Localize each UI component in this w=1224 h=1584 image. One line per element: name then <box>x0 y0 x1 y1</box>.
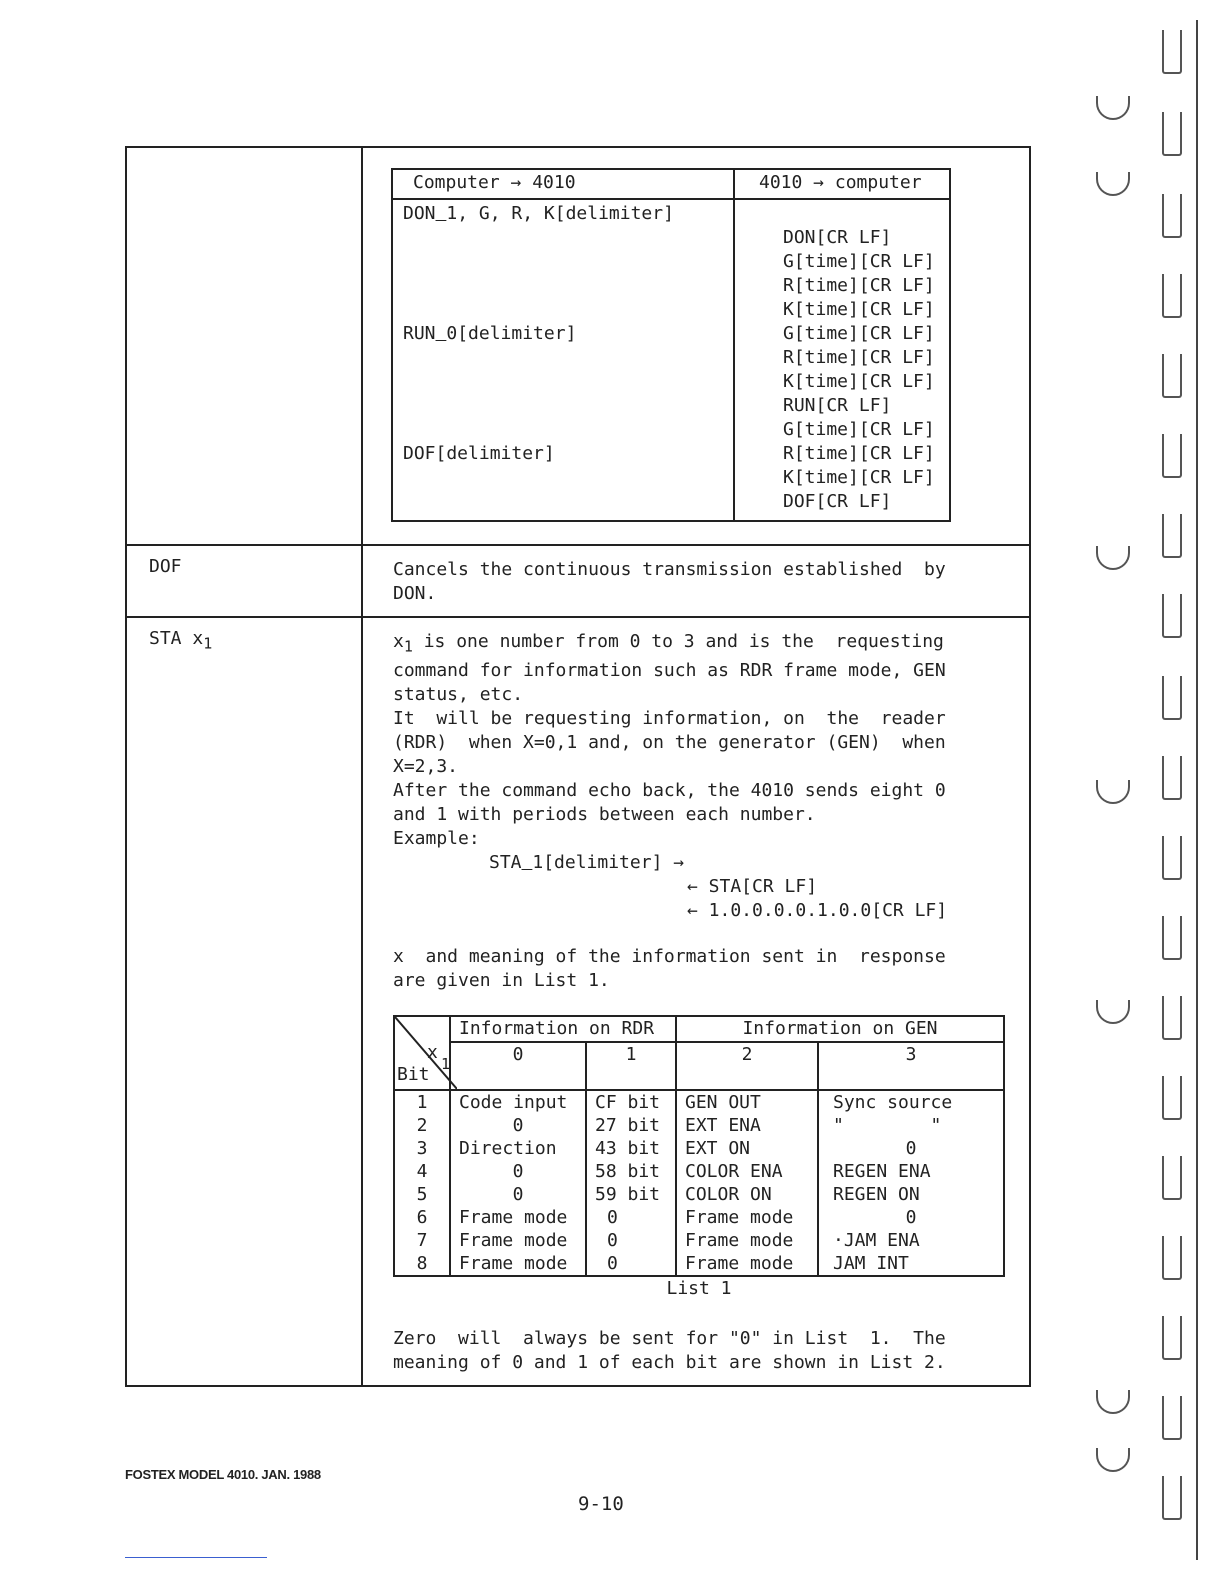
list1-cell-c3: JAM INT <box>818 1252 1004 1276</box>
list1-cell-c1: 27 bit <box>586 1114 676 1137</box>
list1-cell-bit: 4 <box>394 1160 450 1183</box>
corner-x: x <box>427 1041 438 1063</box>
col-head-1: 1 <box>586 1042 676 1090</box>
comm-right-line: G[time][CR LF] <box>783 251 935 272</box>
group-gen: Information on GEN <box>676 1016 1004 1042</box>
comm-right-line: DON[CR LF] <box>783 227 892 248</box>
example-command <box>393 851 1005 875</box>
list1-cell-c0: Frame mode <box>450 1229 586 1252</box>
list1-cell-bit: 5 <box>394 1183 450 1206</box>
command-table <box>125 146 1031 1387</box>
footer-model: FOSTEX MODEL 4010. JAN. 1988 <box>125 1467 321 1482</box>
var-x-sub: 1 <box>403 637 413 656</box>
list1-cell-c1: 0 <box>586 1229 676 1252</box>
binder-hole <box>1162 1476 1182 1520</box>
example-response-2: ← 1.0.0.0.0.1.0.0[CR LF] <box>687 899 948 921</box>
table-row-sta <box>126 617 1030 1386</box>
list1-cell-c1: 0 <box>586 1252 676 1276</box>
description-cell-sta <box>362 617 1030 1386</box>
comm-right-line <box>783 202 949 226</box>
binder-hole <box>1162 1396 1182 1440</box>
list1-cell-c1: CF bit <box>586 1090 676 1114</box>
command-sta-sub: 1 <box>203 634 213 653</box>
list1-cell-c2: Frame mode <box>676 1229 818 1252</box>
example-cmd-pre: STA <box>489 851 522 873</box>
list1-cell-c2: EXT ON <box>676 1137 818 1160</box>
comm-left-line <box>403 394 733 418</box>
closing-line1: Zero will always be sent for "0" in List 1. The <box>393 1327 946 1349</box>
sta-p2-line3: X=2,3. <box>393 755 459 777</box>
dof-desc-line1: Cancels the continuous transmission established by <box>393 559 946 580</box>
comm-left-line: DON 1, G, R, K[delimiter] <box>403 203 674 224</box>
binder-hole <box>1162 836 1182 880</box>
comm-left-line: RUN 0[delimiter] <box>403 323 577 344</box>
list1-body <box>394 1090 1004 1276</box>
description-cell-don <box>362 147 1030 545</box>
list1-cell-c0: 0 <box>450 1160 586 1183</box>
binder-hole <box>1162 194 1182 238</box>
comm-left-line <box>403 250 733 274</box>
col-head-3: 3 <box>818 1042 1004 1090</box>
list1-cell-bit: 7 <box>394 1229 450 1252</box>
comm-right-line: R[time][CR LF] <box>783 275 935 296</box>
comm-right-line: G[time][CR LF] <box>783 419 935 440</box>
sta-p4-line1: x and meaning of the information sent in response <box>393 945 946 967</box>
binder-hole <box>1162 1236 1182 1280</box>
binder-hole <box>1162 996 1182 1040</box>
table-row <box>394 1252 1004 1276</box>
example-cmd-post: 1[delimiter] → <box>532 851 685 873</box>
list1-table <box>393 1015 1005 1277</box>
comm-right-line: RUN[CR LF] <box>783 395 892 416</box>
list1-cell-c1: 59 bit <box>586 1183 676 1206</box>
binder-hole <box>1162 1156 1182 1200</box>
sta-p1-line2: command for information such as RDR frame mode, GEN <box>393 659 946 681</box>
comm-left-column <box>392 199 734 521</box>
comm-right-line: G[time][CR LF] <box>783 323 935 344</box>
group-rdr: Information on RDR <box>450 1016 676 1042</box>
command-dof: DOF <box>126 545 362 617</box>
list1-cell-bit: 1 <box>394 1090 450 1114</box>
sta-p1-line3: status, etc. <box>393 683 524 705</box>
sta-p2-line1: It will be requesting information, on the reader <box>393 707 946 729</box>
sta-p1-text: is one number from 0 to 3 and is the requesting <box>412 631 944 652</box>
list1-cell-bit: 8 <box>394 1252 450 1276</box>
comm-right-line: R[time][CR LF] <box>783 347 935 368</box>
corner-x-sub: 1 <box>441 1054 451 1073</box>
list1-cell-c2: GEN OUT <box>676 1090 818 1114</box>
footer-rule <box>125 1557 267 1558</box>
binder-hole <box>1162 1076 1182 1120</box>
list1-cell-c2: EXT ENA <box>676 1114 818 1137</box>
list1-cell-bit: 6 <box>394 1206 450 1229</box>
table-row-don <box>126 147 1030 545</box>
list1-cell-c3: REGEN ENA <box>818 1160 1004 1183</box>
binder-hole <box>1162 916 1182 960</box>
example-response-1: ← STA[CR LF] <box>687 875 818 897</box>
binder-hole <box>1162 274 1182 318</box>
list1-cell-c1: 43 bit <box>586 1137 676 1160</box>
list1-cell-c1: 0 <box>586 1206 676 1229</box>
var-x: x <box>393 631 404 652</box>
list1-cell-bit: 3 <box>394 1137 450 1160</box>
list1-cell-c0: Frame mode <box>450 1206 586 1229</box>
list1-cell-c3: " " <box>818 1114 1004 1137</box>
command-cell-empty <box>126 147 362 545</box>
sta-p2-line2: (RDR) when X=0,1 and, on the generator (GEN) when <box>393 731 946 753</box>
list1-cell-c3: ·JAM ENA <box>818 1229 1004 1252</box>
table-row <box>394 1229 1004 1252</box>
list1-cell-c3: REGEN ON <box>818 1183 1004 1206</box>
dof-desc-line2: DON. <box>393 583 437 604</box>
command-sta-label: STA x <box>149 628 204 649</box>
comm-left-line <box>403 370 733 394</box>
list1-corner <box>394 1016 450 1090</box>
list1-cell-c2: Frame mode <box>676 1252 818 1276</box>
binder-hole <box>1162 756 1182 800</box>
binder-hole <box>1162 676 1182 720</box>
communication-table <box>391 168 951 522</box>
comm-left-line <box>403 346 733 370</box>
description-cell-dof <box>362 545 1030 617</box>
comm-right-line: K[time][CR LF] <box>783 371 935 392</box>
binder-hole <box>1162 434 1182 478</box>
list1-cell-c0: 0 <box>450 1183 586 1206</box>
comm-left-line <box>403 490 733 514</box>
list1-cell-bit: 2 <box>394 1114 450 1137</box>
table-row-dof <box>126 545 1030 617</box>
list1-caption: List 1 <box>666 1277 732 1299</box>
comm-left-line: DOF[delimiter] <box>403 443 555 464</box>
table-row <box>394 1160 1004 1183</box>
binder-hole <box>1162 594 1182 638</box>
binder-rail <box>1196 20 1198 1560</box>
list1-cell-c3: Sync source <box>818 1090 1004 1114</box>
binder-hole <box>1162 30 1182 74</box>
comm-header-left: Computer → 4010 <box>392 169 734 199</box>
list1-cell-c0: Frame mode <box>450 1252 586 1276</box>
comm-header-right: 4010 → computer <box>734 169 950 199</box>
sta-p4-line2: are given in List 1. <box>393 969 610 991</box>
command-sta <box>126 617 362 1386</box>
sta-p1-line1 <box>393 618 1005 659</box>
list1-cell-c3: 0 <box>818 1137 1004 1160</box>
list1-cell-c2: COLOR ENA <box>676 1160 818 1183</box>
list1-cell-c1: 58 bit <box>586 1160 676 1183</box>
list1-cell-c0: 0 <box>450 1114 586 1137</box>
list1-cell-c0: Code input <box>450 1090 586 1114</box>
example-label: Example: <box>393 827 480 849</box>
comm-right-column <box>734 199 950 521</box>
example-cmd-space <box>522 852 533 873</box>
col-head-2: 2 <box>676 1042 818 1090</box>
comm-right-line: R[time][CR LF] <box>783 443 935 464</box>
comm-right-line: DOF[CR LF] <box>783 491 892 512</box>
page-number: 9-10 <box>578 1493 624 1515</box>
comm-right-line: K[time][CR LF] <box>783 299 935 320</box>
comm-left-line <box>403 274 733 298</box>
binder-hole <box>1162 1316 1182 1360</box>
binder-hole <box>1162 354 1182 398</box>
table-row <box>394 1137 1004 1160</box>
list1-cell-c3: 0 <box>818 1206 1004 1229</box>
table-row <box>394 1090 1004 1114</box>
comm-left-line <box>403 418 733 442</box>
table-row <box>394 1183 1004 1206</box>
table-row <box>394 1206 1004 1229</box>
comm-left-line <box>403 226 733 250</box>
binder-hole <box>1162 112 1182 156</box>
binder-hole <box>1162 514 1182 558</box>
comm-left-line <box>403 298 733 322</box>
comm-left-line <box>403 466 733 490</box>
list1-cell-c0: Direction <box>450 1137 586 1160</box>
col-head-0: 0 <box>450 1042 586 1090</box>
closing-line2: meaning of 0 and 1 of each bit are shown in List 2. <box>393 1351 946 1373</box>
list1-cell-c2: COLOR ON <box>676 1183 818 1206</box>
sta-p3-line1: After the command echo back, the 4010 sends eight 0 <box>393 779 946 801</box>
sta-p3-line2: and 1 with periods between each number. <box>393 803 816 825</box>
list1-cell-c2: Frame mode <box>676 1206 818 1229</box>
comm-right-line: K[time][CR LF] <box>783 467 935 488</box>
corner-bit: Bit <box>397 1063 430 1085</box>
table-row <box>394 1114 1004 1137</box>
